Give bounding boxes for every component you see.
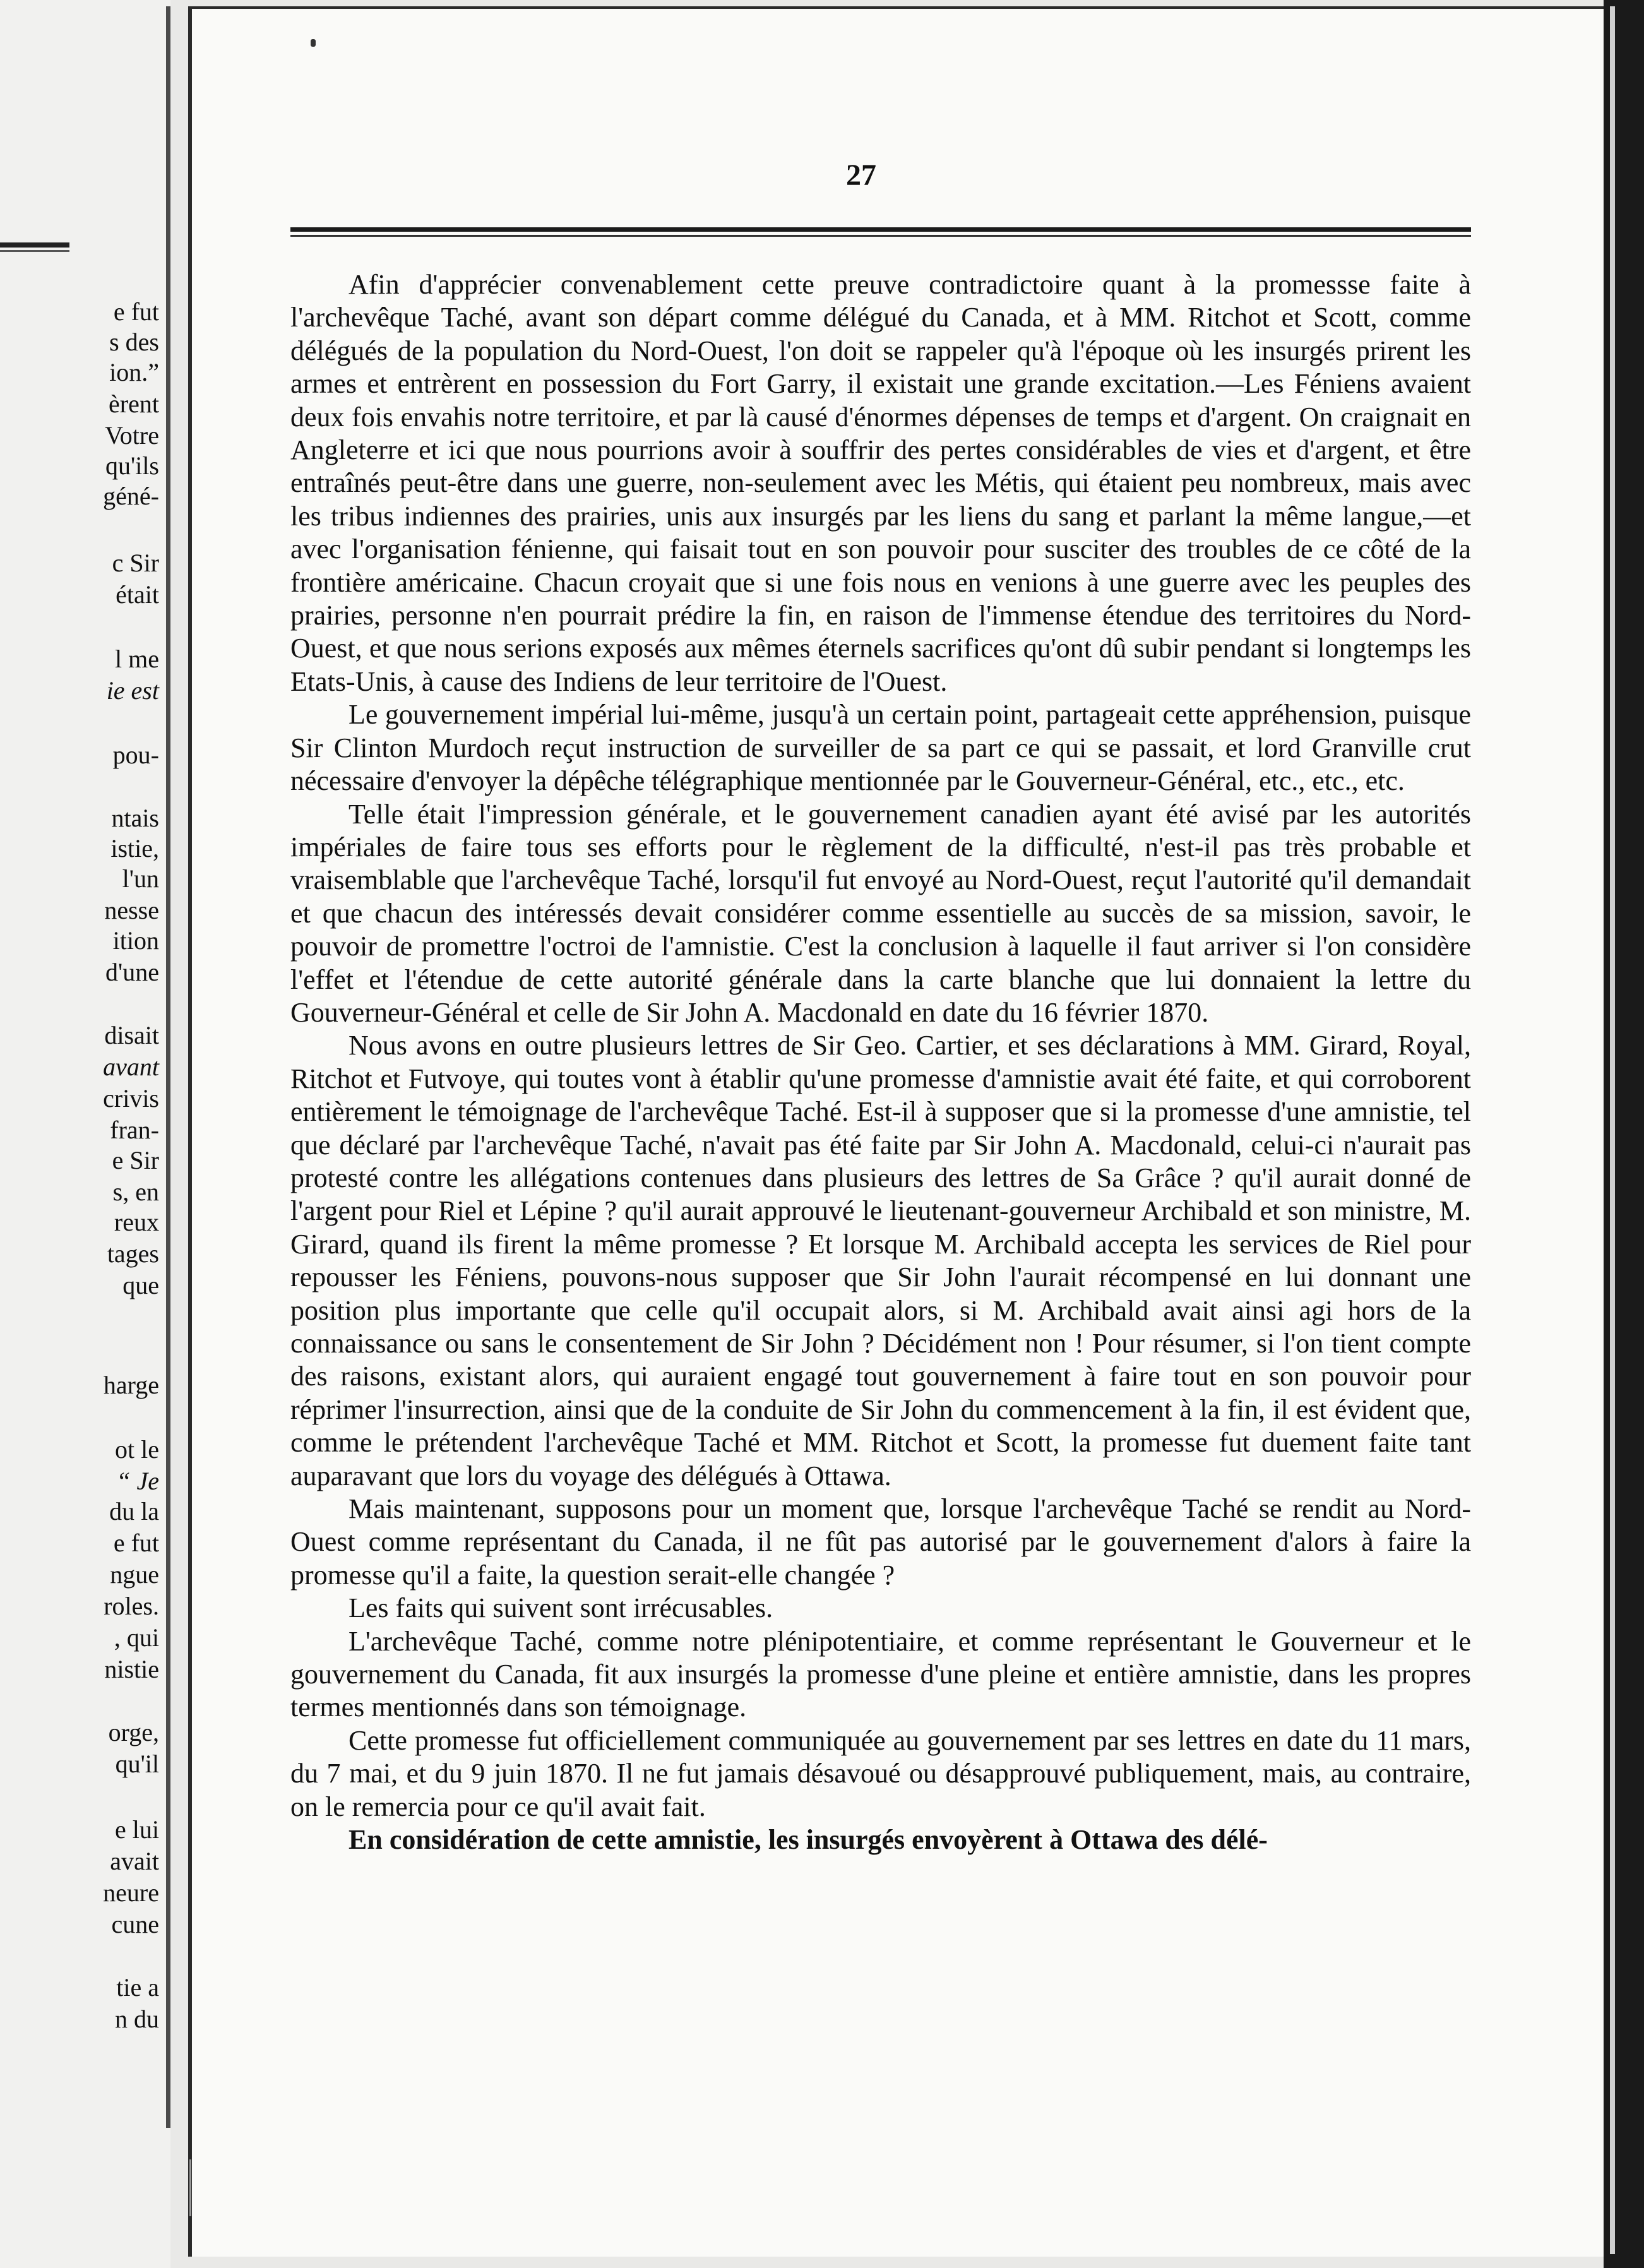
paragraph-8: Cette promesse fut officiellement communiquée au gouvernement par ses lettres en date du 11 mars, du 7 mai, et du 9 juin 1870. Il ne fut jamais désavoué ou désapprouvé publiquement, mais, au contraire, on le remercia pour ce qu'il avait fait.	[290, 1724, 1471, 1822]
right-page-edge-inner	[1610, 6, 1615, 2254]
left-page-line: c Sir	[112, 549, 159, 577]
left-page-line: e lui	[115, 1815, 159, 1844]
left-page-line: e fut	[113, 1529, 159, 1557]
paragraph-1: Afin d'apprécier convenablement cette preuve contradictoire quant à la promessse faite à l'archevêque Taché, avant son départ comme délégué du Canada, et à MM. Ritchot et Scott, comme délégués de la population du Nord-Ouest, l'on doit se rappeler qu'à l'époque où les insurgés prirent les armes et entrèrent en possession du Fort Garry, il existait une grande excitation.—Les Féniens avaient deux fois envahis notre territoire, et par là causé d'énormes dépenses de temps et d'argent. On craignait en Angleterre et ici que nous pourrions avoir à souffrir des pertes considérables de vies et d'argent, et être entraînés peut-être dans une guerre, non-seulement avec les Métis, qui étaient peu nombreux, mais avec les tribus indiennes des prairies, unis aux insurgés par les liens du sang et parlant la même langue,—et avec l'organisation fénienne, qui faisait tout en son pouvoir pour susciter des troubles de ce côté de la frontière américaine. Chacun croyait que si une fois nous en venions à une guerre avec les peuples des prairies, personne n'en pourrait prédire la fin, en raison de l'immense étendue des territoires du Nord-Ouest, et que nous serions exposés aux mêmes éternels sacrifices qu'ont dû subir pendant si longtemps les Etats-Unis, à cause des Indiens de leur territoire de l'Ouest.	[290, 269, 1471, 697]
left-page-line: tie a	[116, 1973, 159, 2002]
paragraph-6: Les faits qui suivent sont irrécusables.	[348, 1592, 773, 1624]
left-page-line: neure	[103, 1878, 159, 1907]
left-page-rule-thin	[0, 250, 69, 252]
left-page-line: crivis	[103, 1084, 159, 1113]
paragraph-3: Telle était l'impression générale, et le gouvernement canadien ayant été avisé par les autorités impériales de faire tous ses efforts pour le règlement de la difficulté, n'est-il pas très probable et vraisemblable que l'archevêque Taché, lorsqu'il fut envoyé au Nord-Ouest, reçut l'autorité qu'il demandait et que chacun des intéressés devait considérer comme essentielle au succès de sa mission, savoir, le pouvoir de promettre l'octroi de l'amnistie. C'est la conclusion à laquelle il faut arriver si l'on considère l'effet et l'étendue de cette autorité générale dans la carte blanche que lui donnaient la lettre du Gouverneur-Général et celle de Sir John A. Macdonald en date du 16 février 1870.	[290, 798, 1471, 1028]
paragraph-5: Mais maintenant, supposons pour un moment que, lorsque l'archevêque Taché se rendit au Nord-Ouest comme représentant du Canada, il ne fût pas autorisé par le gouvernement d'alors à faire la promesse qu'il a faite, la question serait-elle changée ?	[290, 1493, 1471, 1591]
left-page-binding-edge	[166, 6, 170, 2128]
left-page-line: avant	[103, 1053, 159, 1081]
left-page-line: èrent	[109, 390, 159, 418]
left-page-rule	[0, 242, 69, 248]
left-page-line: qu'ils	[105, 451, 159, 480]
left-page-line: nesse	[104, 896, 159, 924]
left-page-line: ie est	[106, 676, 159, 705]
left-page-line: reux	[114, 1208, 159, 1236]
page-number: 27	[846, 158, 876, 192]
left-page-line: harge	[103, 1371, 159, 1399]
left-page-line: ition	[112, 926, 159, 955]
left-page-line: istie,	[110, 834, 159, 862]
left-page-line: que	[122, 1271, 159, 1299]
left-page-line: pou-	[112, 741, 159, 769]
left-page-line: ngue	[110, 1560, 159, 1589]
paragraph-7: L'archevêque Taché, comme notre plénipotentiaire, et comme représentant le Gouverneur et le gouvernement du Canada, fit aux insurgés la promesse d'une pleine et entière amnistie, dans les propres termes mentionnés dans son témoignage.	[290, 1625, 1471, 1723]
left-page-line: qu'il	[115, 1750, 159, 1778]
left-page-line: , qui	[114, 1623, 159, 1652]
left-page-line: du la	[109, 1497, 159, 1525]
left-facing-page	[0, 0, 170, 2268]
left-page-line: roles.	[104, 1592, 159, 1620]
left-page-line: cune	[111, 1910, 159, 1938]
left-page-line: géné-	[103, 482, 159, 510]
left-page-line: e Sir	[112, 1146, 159, 1174]
left-page-line: ot le	[115, 1435, 159, 1464]
left-page-line: n du	[115, 2005, 159, 2033]
left-page-line: fran-	[110, 1116, 159, 1144]
paragraph-4: Nous avons en outre plusieurs lettres de Sir Geo. Cartier, et ses déclarations à MM. Girard, Royal, Ritchot et Futvoye, qui toutes vont à établir qu'une promesse d'amnistie avait été faite, et qui corroborent entièrement le témoignage de l'archevêque Taché. Est-il à supposer que si la promesse d'une amnistie, tel que déclaré par l'archevêque Taché, n'avait pas été faite par Sir John A. Macdonald, celui-ci n'aurait pas protesté contre les allégations contenues dans plusieurs des lettres de Sa Grâce ? qu'il aurait donné de l'argent pour Riel et Lépine ? qu'il aurait approuvé le lieutenant-gouverneur Archibald et son ministre, M. Girard, quand ils firent la même promesse ? Et lorsque M. Archibald accepta les services de Riel pour repousser les Féniens, pouvons-nous supposer que Sir John l'aurait récompensé en lui donnant une position plus importante que celle qu'il occupait alors, si M. Archibald avait ainsi agi hors de la connaissance ou sans le consentement de Sir John ? Décidément non ! Pour résumer, si l'on tient compte des raisons, existant alors, qui auraient engagé tout gouvernement à faire tout en son pouvoir pour réprimer l'insurrection, ainsi que de la conduite de Sir John du commencement à la fin, il est évident que, comme le prétendent l'archevêque Taché et MM. Ritchot et Scott, la promesse fut duement faite tant auparavant que lors du voyage des délégués à Ottawa.	[290, 1030, 1471, 1491]
header-rule-thick	[290, 227, 1471, 232]
print-speck	[311, 39, 316, 47]
paragraph-2: Le gouvernement impérial lui-même, jusqu'à un certain point, partageait cette appréhension, puisque Sir Clinton Murdoch reçut instruction de surveiller de sa part ce qui se passait, et lord Granville crut nécessaire d'envoyer la dépêche télégraphique mentionnée par le Gouverneur-Général, etc., etc., etc.	[290, 699, 1471, 797]
left-page-line: avait	[110, 1847, 159, 1875]
header-rule-thin	[290, 235, 1471, 237]
body-text	[290, 268, 1471, 1857]
left-page-line: tages	[107, 1239, 159, 1268]
left-page-line: était	[116, 580, 159, 609]
paragraph-9: En considération de cette amnistie, les insurgés envoyèrent à Ottawa des délé-	[348, 1824, 1268, 1856]
left-page-line: l'un	[122, 864, 159, 893]
left-page-line: s, en	[112, 1178, 159, 1206]
left-page-line: ion.”	[109, 358, 159, 386]
left-page-line: s des	[109, 328, 159, 356]
left-page-line: “ Je	[116, 1467, 159, 1495]
left-page-line: d'une	[105, 958, 159, 986]
right-page-edge	[1604, 0, 1644, 2268]
left-page-line: nistie	[104, 1655, 159, 1683]
left-page-line: orge,	[108, 1718, 159, 1746]
print-mark	[189, 2159, 191, 2216]
left-page-line: ntais	[111, 804, 159, 832]
left-page-line: disait	[104, 1021, 159, 1049]
left-page-line: l me	[115, 645, 159, 673]
left-page-line: e fut	[113, 297, 159, 326]
left-page-line: Votre	[105, 421, 159, 450]
